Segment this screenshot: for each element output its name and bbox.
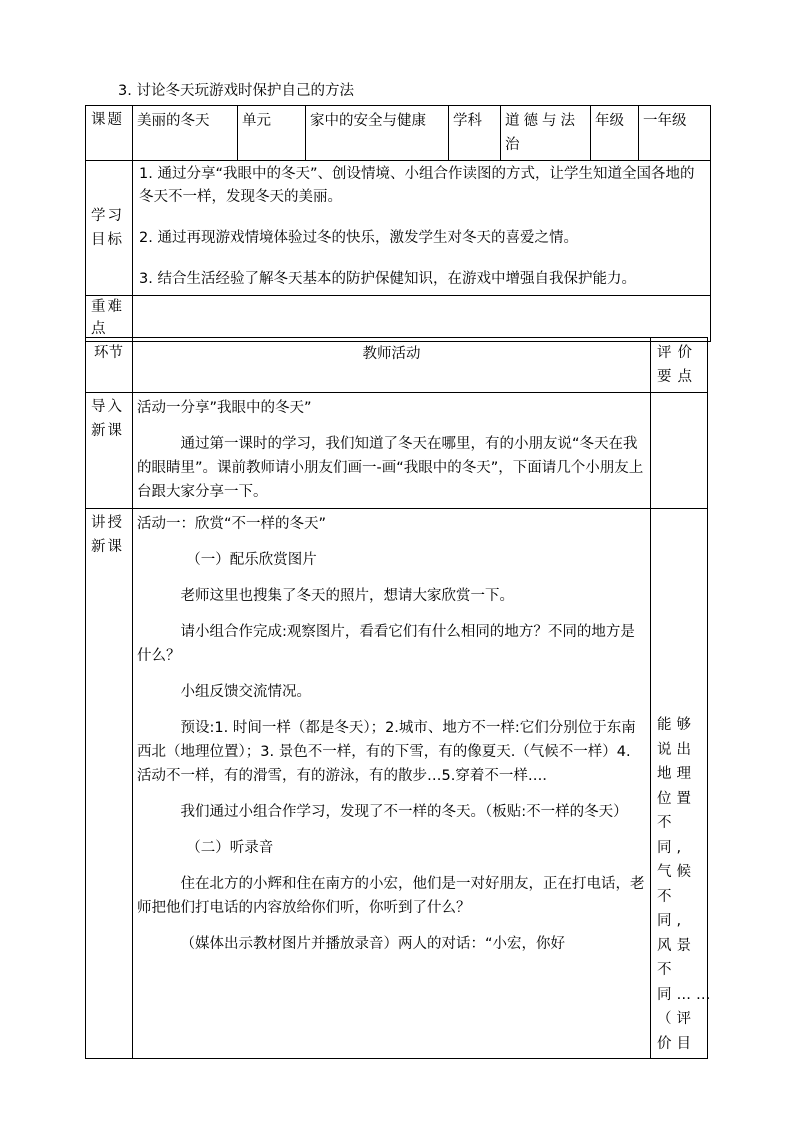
intro-row: [86, 393, 708, 509]
teach-content: [133, 509, 651, 1059]
grade-label: 年级: [591, 106, 639, 161]
teach-eval: [651, 509, 716, 1059]
intro-paragraph: 活动一分享”我眼中的冬天”: [137, 400, 312, 416]
subject-value: 道德与法治: [501, 106, 591, 161]
teach-paragraph: 我们通过小组合作学习，发现了不一样的冬天。（板贴:不一样的冬天）: [180, 804, 628, 820]
teach-paragraph: 小组反馈交流情况。: [180, 684, 311, 700]
teach-row: [86, 509, 708, 1059]
goals-row: [86, 161, 711, 296]
teach-paragraph: 请小组合作完成:观察图片，看看它们有什么相同的地方？不同的地方是什么？: [137, 624, 635, 664]
col-teacher-header: 教师活动: [133, 338, 651, 393]
intro-section-label: 导入新课: [86, 393, 133, 509]
intro-eval: [651, 393, 708, 509]
difficulty-label: 重难点: [86, 296, 133, 342]
goal-item: 1. 通过分享“我眼中的冬天”、创设情境、小组合作读图的方式，让学生知道全国各地的冬天不一样，发现冬天的美丽。: [139, 166, 695, 205]
col-eval-header: 评价要点: [651, 338, 708, 393]
goals-content: [133, 161, 711, 296]
info-row: [86, 106, 711, 161]
teach-paragraph: 预设:1. 时间一样（都是冬天）；2.城市、地方不一样:它们分别位于东南西北（地理位置）；3. 景色不一样，有的下雪，有的像夏天.（气候不一样）4. 活动不一样，有的滑雪，有的游泳，有的散步…5.穿着不一样…．: [137, 720, 636, 784]
teach-paragraph: 住在北方的小辉和住在南方的小宏，他们是一对好朋友，正在打电话，老师把他们打电话的内容放给你们听，你听到了什么？: [137, 876, 645, 916]
grade-value: 一年级: [639, 106, 711, 161]
teach-section-label: 讲授新课: [86, 509, 133, 1059]
topic-label: 课题: [86, 106, 133, 161]
teach-paragraph: （一）配乐欣赏图片: [186, 552, 317, 568]
activity-header-row: [86, 338, 708, 393]
goal-item: 2. 通过再现游戏情境体验过冬的快乐，激发学生对冬天的喜爱之情。: [139, 230, 578, 246]
unit-label: 单元: [238, 106, 306, 161]
difficulty-value: [133, 296, 711, 342]
teach-paragraph: 活动一：欣赏“不一样的冬天”: [137, 516, 327, 532]
topic-value: 美丽的冬天: [133, 106, 238, 161]
col-section-header: 环节: [86, 338, 133, 393]
goal-item: 3. 结合生活经验了解冬天基本的防护保健知识，在游戏中增强自我保护能力。: [139, 271, 636, 287]
teach-paragraph: （二）听录音: [186, 840, 274, 856]
lesson-info-table: [85, 105, 711, 342]
intro-paragraph: 通过第一课时的学习，我们知道了冬天在哪里，有的小朋友说“冬天在我的眼睛里”。课前教师请小朋友们画一-画“我眼中的冬天”，下面请几个小朋友上台跟大家分享一下。: [137, 436, 644, 500]
goals-label: 学习目标: [86, 161, 133, 296]
teach-eval-text: 能够说出地理位置不同,气候不同,风景不同……（评价目: [657, 717, 716, 1052]
teach-paragraph: 老师这里也搜集了冬天的照片，想请大家欣赏一下。: [180, 588, 514, 604]
teach-paragraph: （媒体出示教材图片并播放录音）两人的对话：“小宏，你好: [180, 936, 566, 952]
intro-content: [133, 393, 651, 509]
subject-label: 学科: [449, 106, 501, 161]
activity-table: [85, 337, 716, 1059]
unit-value: 家中的安全与健康: [306, 106, 449, 161]
section-heading: 3. 讨论冬天玩游戏时保护自己的方法: [118, 83, 354, 99]
difficulty-row: [86, 296, 711, 342]
